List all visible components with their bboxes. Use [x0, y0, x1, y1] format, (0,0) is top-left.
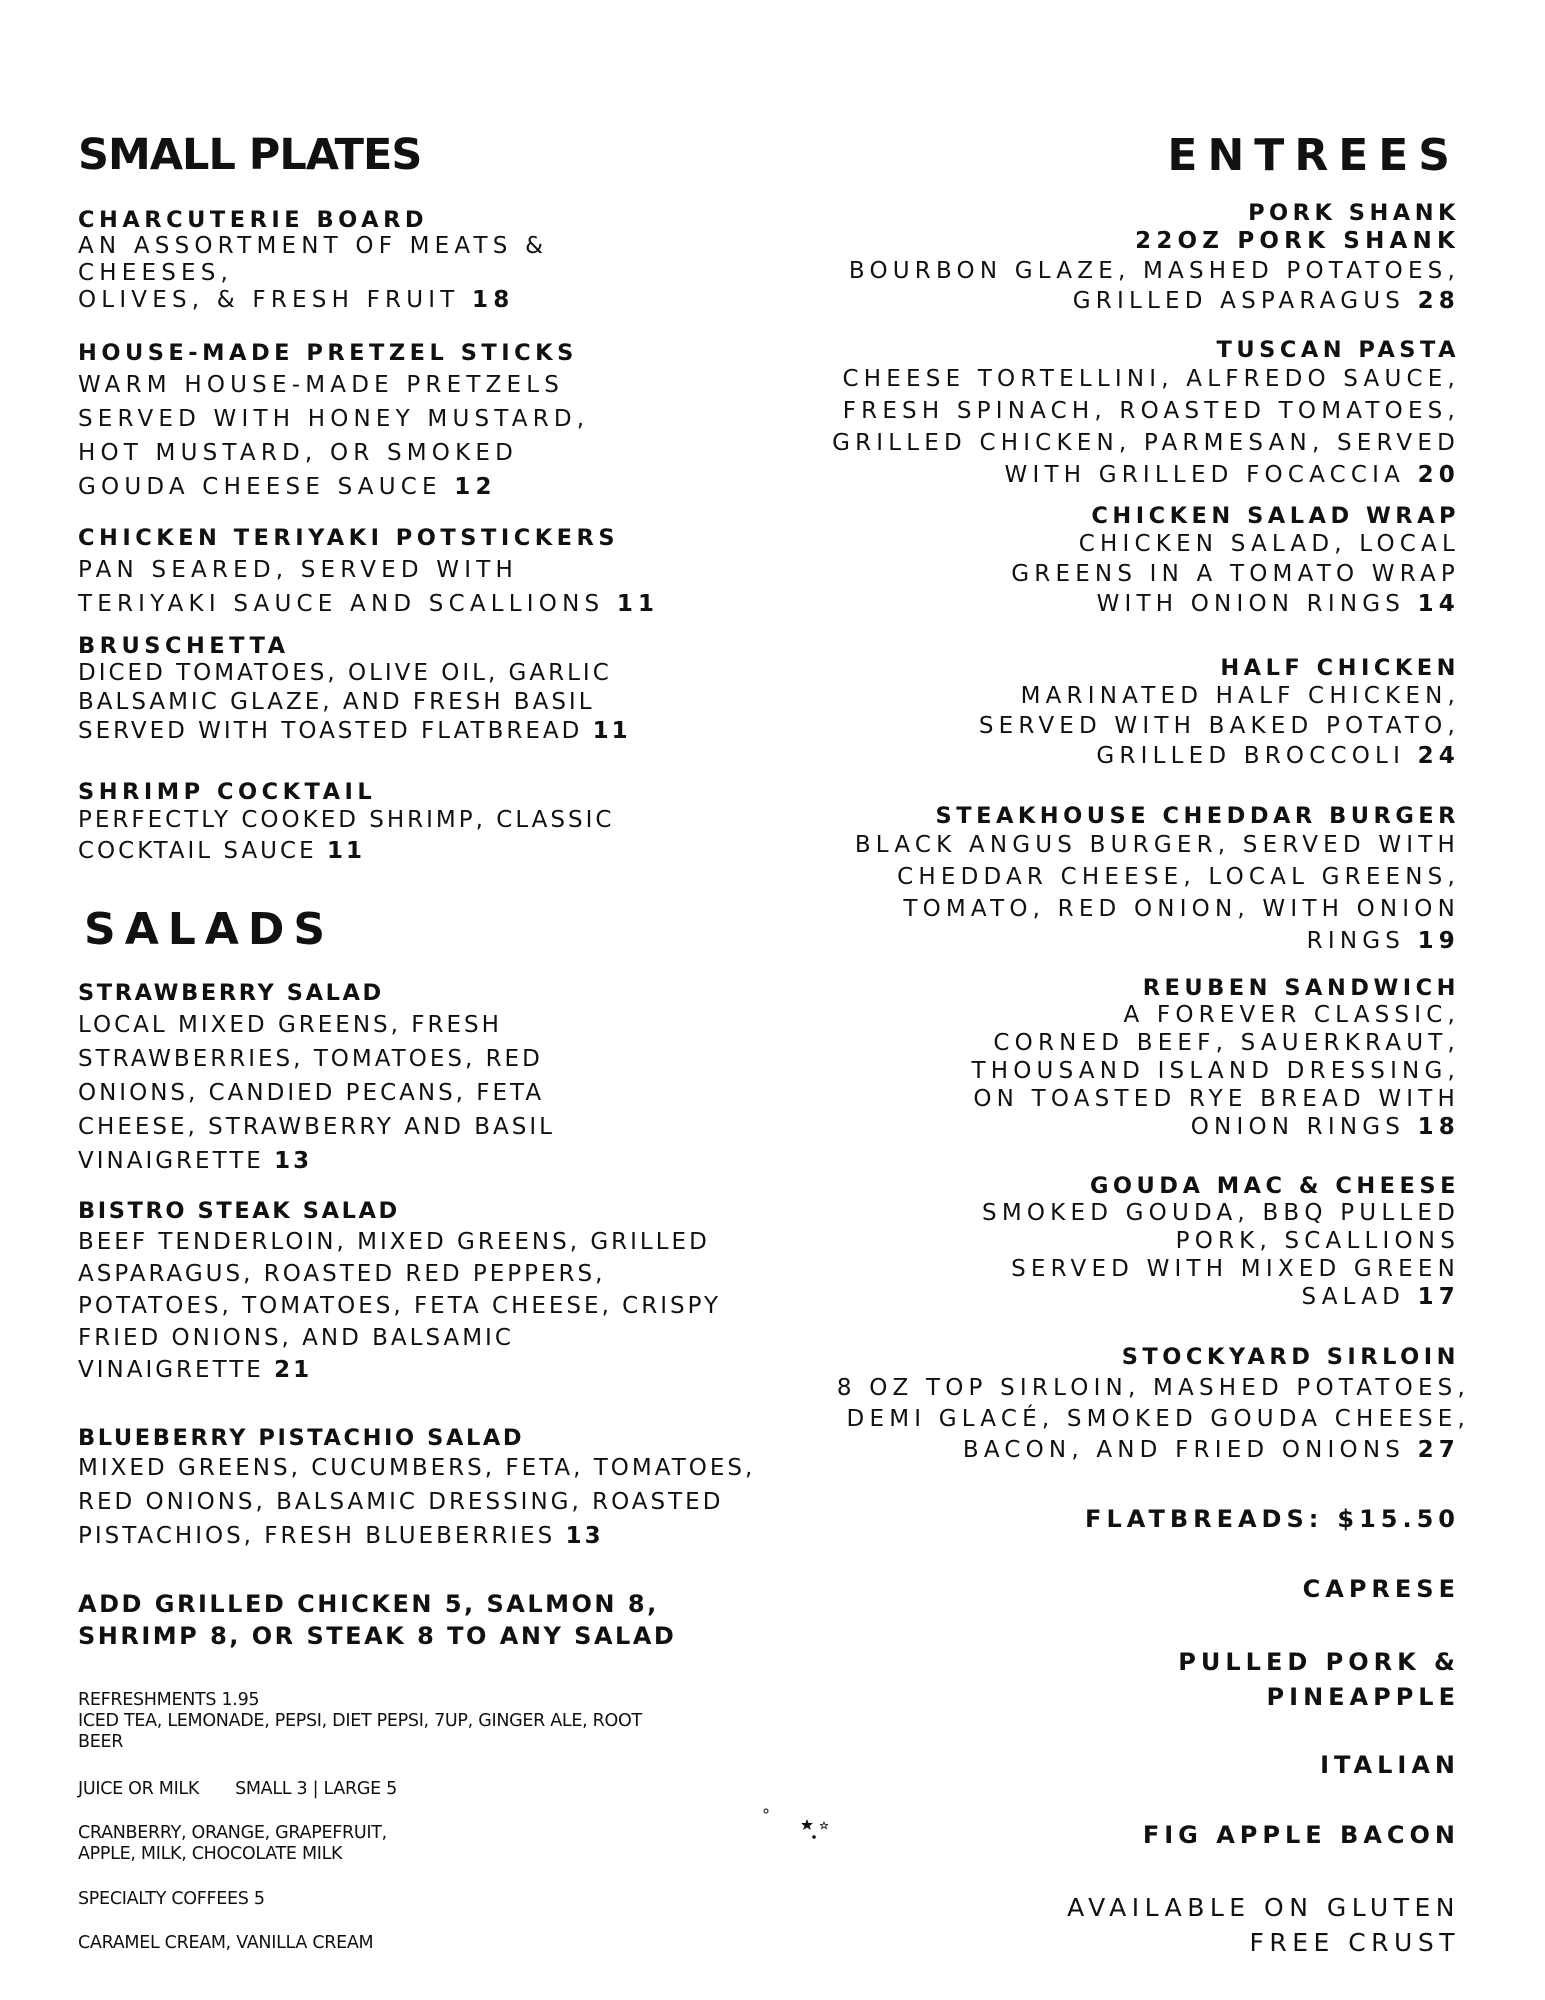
menu-item: [78, 525, 659, 621]
item-desc: BLACK ANGUS BURGER, SERVED WITH: [854, 832, 1460, 858]
item-desc: PISTACHIOS, FRESH BLUEBERRIES: [78, 1523, 556, 1549]
gluten-free-note: AVAILABLE ON GLUTEN FREE CRUST: [1067, 1893, 1460, 1957]
item-desc: STRAWBERRIES, TOMATOES, RED: [78, 1046, 543, 1072]
item-desc: DEMI GLACÉ, SMOKED GOUDA CHEESE,: [846, 1406, 1470, 1432]
menu-item: [836, 1344, 1470, 1466]
item-desc: ONION RINGS: [1190, 1114, 1406, 1140]
item-name: STRAWBERRY SALAD: [78, 980, 384, 1006]
item-name: SHRIMP COCKTAIL: [78, 779, 377, 805]
item-desc: GRILLED ASPARAGUS: [1072, 288, 1406, 314]
item-desc: POTATOES, TOMATOES, FETA CHEESE, CRISPY: [78, 1293, 722, 1319]
item-desc: SMOKED GOUDA, BBQ PULLED: [982, 1200, 1460, 1226]
refreshments: [78, 1690, 642, 1753]
item-desc: 22OZ PORK SHANK: [1135, 228, 1460, 254]
item-desc: GRILLED BROCCOLI: [1096, 743, 1406, 769]
item-price: 20: [1417, 462, 1460, 488]
juice-label: JUICE OR MILK: [78, 1779, 200, 1799]
moon-stars-icon: [760, 1805, 835, 1880]
item-desc: PERFECTLY COOKED SHRIMP, CLASSIC: [78, 807, 615, 833]
item-desc: RED ONIONS, BALSAMIC DRESSING, ROASTED: [78, 1489, 724, 1515]
item-desc: WARM HOUSE-MADE PRETZELS: [78, 372, 565, 398]
coffee-title: SPECIALTY COFFEES 5: [78, 1889, 265, 1909]
small-plates-heading: SMALL PLATES: [78, 130, 422, 180]
item-name: HOUSE-MADE PRETZEL STICKS: [78, 340, 578, 366]
menu-item: [855, 803, 1460, 957]
menu-item: [832, 337, 1460, 491]
flatbreads-title: FLATBREADS:: [1085, 1505, 1324, 1533]
item-price: 27: [1417, 1437, 1460, 1463]
item-desc: PORK, SCALLIONS: [1175, 1228, 1460, 1254]
item-desc: A FOREVER CLASSIC,: [1123, 1002, 1460, 1028]
entrees-heading: ENTREES: [1167, 130, 1460, 181]
item-name: CHICKEN TERIYAKI POTSTICKERS: [78, 525, 620, 551]
item-desc: CORNED BEEF, SAUERKRAUT,: [993, 1030, 1460, 1056]
menu-item: [1011, 503, 1460, 619]
item-price: 24: [1417, 743, 1460, 769]
item-desc: PAN SEARED, SERVED WITH: [78, 557, 518, 583]
flatbread-option: ITALIAN: [1320, 1751, 1460, 1779]
menu-item: [78, 980, 555, 1178]
flatbreads-price: $15.50: [1337, 1505, 1460, 1533]
item-price: 11: [592, 718, 631, 744]
menu-item: [78, 633, 631, 746]
item-desc: RINGS: [1306, 928, 1406, 954]
item-price: 21: [274, 1357, 313, 1383]
coffee-list: CARAMEL CREAM, VANILLA CREAM: [78, 1933, 374, 1953]
item-desc: VINAIGRETTE: [78, 1357, 264, 1383]
item-desc: TERIYAKI SAUCE AND SCALLIONS: [78, 591, 605, 617]
item-name: BRUSCHETTA: [78, 633, 290, 659]
item-desc: CHEESES,: [78, 260, 234, 286]
juice-list: CRANBERRY, ORANGE, GRAPEFRUIT, APPLE, MILK, CHOCOLATE MILK: [78, 1823, 387, 1864]
item-price: 19: [1417, 928, 1460, 954]
menu-item: [972, 975, 1461, 1141]
item-desc: SALAD: [1301, 1284, 1406, 1310]
item-desc: BOURBON GLAZE, MASHED POTATOES,: [848, 258, 1460, 284]
refreshments-title: REFRESHMENTS 1.95: [78, 1690, 260, 1710]
item-name: HALF CHICKEN: [1220, 655, 1460, 681]
salads-heading: SALADS: [84, 904, 335, 955]
item-desc: HOT MUSTARD, OR SMOKED: [78, 440, 519, 466]
item-desc: WITH GRILLED FOCACCIA: [1004, 462, 1406, 488]
item-desc: GRILLED CHICKEN, PARMESAN, SERVED: [832, 430, 1460, 456]
menu-item: [78, 207, 548, 314]
item-desc: SERVED WITH BAKED POTATO,: [978, 713, 1460, 739]
item-name: CHARCUTERIE BOARD: [78, 207, 429, 233]
item-price: 13: [565, 1523, 604, 1549]
item-price: 28: [1417, 288, 1460, 314]
item-desc: LOCAL MIXED GREENS, FRESH: [78, 1012, 502, 1038]
item-name: BISTRO STEAK SALAD: [78, 1198, 400, 1224]
item-desc: CHICKEN SALAD, LOCAL: [1078, 531, 1460, 557]
item-desc: 8 OZ TOP SIRLOIN, MASHED POTATOES,: [836, 1375, 1470, 1401]
item-name: CHICKEN SALAD WRAP: [1091, 503, 1460, 529]
item-desc: ASPARAGUS, ROASTED RED PEPPERS,: [78, 1261, 606, 1287]
salad-add-on: ADD GRILLED CHICKEN 5, SALMON 8, SHRIMP 8, OR STEAK 8 TO ANY SALAD: [78, 1590, 677, 1650]
menu-item: [78, 340, 589, 504]
item-name: PORK SHANK: [1248, 200, 1460, 226]
item-price: 18: [1417, 1114, 1460, 1140]
juice-or-milk: [78, 1779, 397, 1800]
item-desc: MIXED GREENS, CUCUMBERS, FETA, TOMATOES,: [78, 1455, 756, 1481]
item-desc: ON TOASTED RYE BREAD WITH: [973, 1086, 1460, 1112]
flatbread-option: CAPRESE: [1302, 1575, 1460, 1603]
item-price: 18: [471, 287, 515, 313]
menu-item: [78, 1198, 721, 1386]
item-name: TUSCAN PASTA: [1216, 337, 1460, 363]
item-desc: DICED TOMATOES, OLIVE OIL, GARLIC: [78, 660, 612, 686]
item-desc: SERVED WITH TOASTED FLATBREAD: [78, 718, 583, 744]
item-price: 13: [274, 1148, 313, 1174]
item-desc: AN ASSORTMENT OF MEATS &: [78, 233, 549, 259]
item-desc: GOUDA CHEESE SAUCE: [78, 474, 442, 500]
item-desc: ONIONS, CANDIED PECANS, FETA: [78, 1080, 545, 1106]
item-price: 11: [326, 838, 365, 864]
menu-item: [979, 655, 1460, 771]
item-name: STEAKHOUSE CHEDDAR BURGER: [935, 803, 1460, 829]
item-desc: FRIED ONIONS, AND BALSAMIC: [78, 1325, 514, 1351]
item-desc: THOUSAND ISLAND DRESSING,: [971, 1058, 1460, 1084]
refreshments-list: ICED TEA, LEMONADE, PEPSI, DIET PEPSI, 7UP, GINGER ALE, ROOT: [78, 1711, 642, 1731]
item-desc: SERVED WITH HONEY MUSTARD,: [78, 406, 590, 432]
item-name: BLUEBERRY PISTACHIO SALAD: [78, 1425, 525, 1451]
item-desc: BEEF TENDERLOIN, MIXED GREENS, GRILLED: [78, 1229, 710, 1255]
menu-item: [78, 1425, 755, 1553]
item-name: STOCKYARD SIRLOIN: [1121, 1344, 1460, 1370]
item-desc: WITH ONION RINGS: [1096, 591, 1406, 617]
item-price: 12: [454, 474, 497, 500]
flatbread-option: FIG APPLE BACON: [1142, 1821, 1460, 1849]
item-desc: FRESH SPINACH, ROASTED TOMATOES,: [842, 398, 1460, 424]
item-desc: BACON, AND FRIED ONIONS: [962, 1437, 1406, 1463]
refreshments-list: BEER: [78, 1732, 124, 1752]
item-name: REUBEN SANDWICH: [1142, 975, 1460, 1001]
item-name: GOUDA MAC & CHEESE: [1089, 1173, 1460, 1199]
item-desc: GREENS IN A TOMATO WRAP: [1011, 561, 1460, 587]
item-price: 17: [1417, 1284, 1460, 1310]
flatbreads-heading: [1085, 1505, 1460, 1533]
item-desc: SERVED WITH MIXED GREEN: [1011, 1256, 1460, 1282]
item-desc: COCKTAIL SAUCE: [78, 838, 317, 864]
menu-item: [982, 1173, 1460, 1311]
item-desc: BALSAMIC GLAZE, AND FRESH BASIL: [78, 689, 595, 715]
menu-item: [849, 200, 1460, 316]
item-price: 14: [1417, 591, 1460, 617]
item-desc: CHEESE, STRAWBERRY AND BASIL: [78, 1114, 555, 1140]
item-desc: CHEESE TORTELLINI, ALFREDO SAUCE,: [842, 366, 1460, 392]
item-desc: OLIVES, & FRESH FRUIT: [78, 287, 460, 313]
item-desc: CHEDDAR CHEESE, LOCAL GREENS,: [897, 864, 1460, 890]
juice-sizes: SMALL 3 | LARGE 5: [235, 1779, 397, 1799]
item-price: 11: [616, 591, 660, 617]
item-desc: MARINATED HALF CHICKEN,: [1020, 683, 1460, 709]
menu-item: [78, 779, 614, 867]
flatbread-option: PULLED PORK & PINEAPPLE: [1178, 1648, 1460, 1711]
item-desc: VINAIGRETTE: [78, 1148, 264, 1174]
item-desc: TOMATO, RED ONION, WITH ONION: [903, 896, 1460, 922]
